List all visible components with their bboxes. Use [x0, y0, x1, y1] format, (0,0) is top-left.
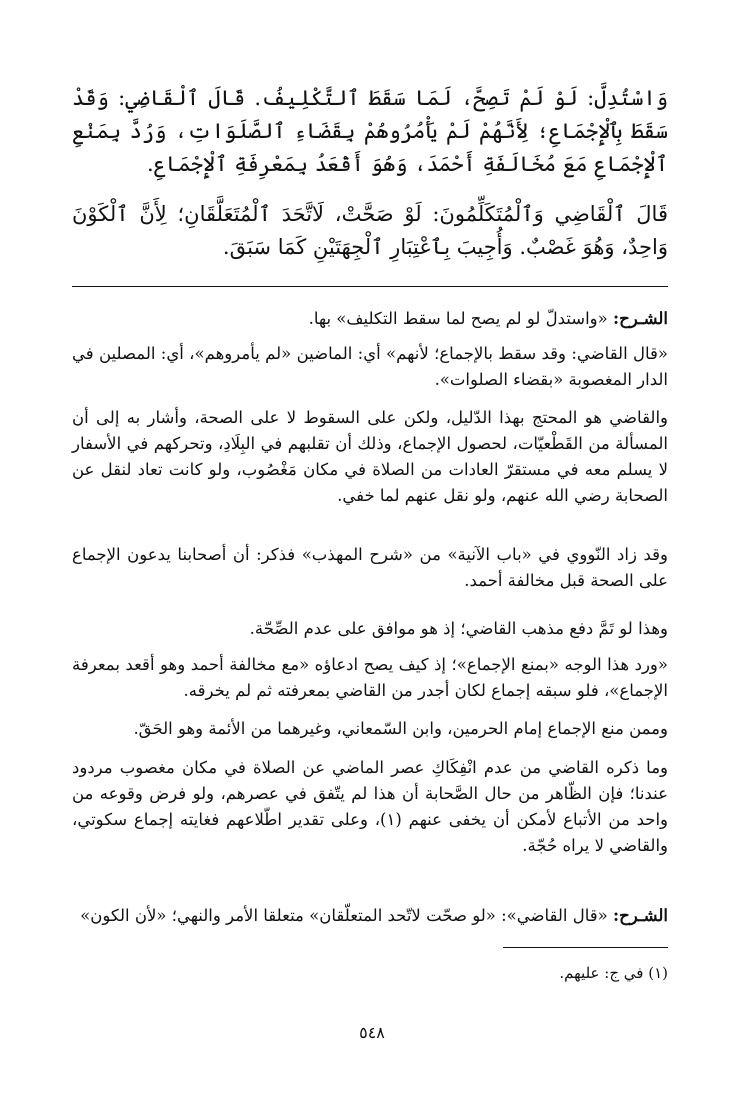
sharh-text-1: «واستدلّ لو لم يصح لما سقط التكليف» بها.	[308, 309, 608, 328]
matn-paragraph-1: وَاسْتُدِلَّ: لَوْ لَمْ تَصِحَّ، لَمَا سَقَطَ ٱلتَّكْلِيفُ. قَالَ ٱلْقَاضِي: وَقَدْ سَقَطَ بِٱلْإِجْمَاعِ؛ لِأَنَّهُمْ لَمْ يَأْمُرُوهُمْ بِقَضَاءِ ٱلصَّلَوَاتِ، وَرُدَّ بِمَنْعِ ٱلْإِجْمَاعِ مَعَ مُخَالَفَةِ أَحْمَدَ، وَهُوَ أَقْعَدُ بِمَعْرِفَةِ ٱلْإِجْمَاعِ.	[72, 86, 668, 176]
sharh-paragraph-7: وممن منع الإجماع إمام الحرمين، وابن السّمعاني، وغيرهما من الأئمة وهو الحَقّ.	[133, 719, 668, 738]
sharh-paragraph-4: وقد زاد النّووي في «باب الآنية» من «شرح المهذب» فذكر: أن أصحابنا يدعون الإجماع على الصحة قبل مخالفة أحمد.	[72, 545, 668, 590]
sharh-paragraph-3: والقاضي هو المحتج بهذا الدّليل، ولكن على السقوط لا على الصحة، وأشار به إلى أن المسألة من القَطْعيّات، لحصول الإجماع، وذلك أن تقلبهم في البِلَادِ، وتحركهم في الأسفار لا يسلم معه في مستقرّ العادات من الصلاة في مكان مَغْصُوب، ولو كانت تعاد لنقل عن الصحابة رضي الله عنهم، ولو نقل عنهم لما خفي.	[72, 408, 668, 505]
footnote-separator-rule	[503, 947, 668, 948]
matn-separator-rule	[72, 286, 668, 287]
sharh-label-2: الشـرح:	[612, 906, 668, 925]
sharh-paragraph-1	[72, 306, 668, 332]
sharh-paragraph-8: وما ذكره القاضي من عدم انْفِكَاكِ عصر الماضي عن الصلاة في مكان مغصوب مردود عندنا؛ فإن الظّاهر من حال الصَّحابة أن هذا لم يتّفق في عصرهم، ولو فرض وقوعه من واحد من الأتباع لأمكن أن يخفى عنهم (١)، وعلى تقدير اطّلاعهم فغايته إجماع سكوتي، والقاضي لا يراه حُجّة.	[72, 758, 668, 855]
sharh-paragraph-2: «قال القاضي: وقد سقط بالإجماع؛ لأنهم» أي: الماضين «لم يأمروهم»، أي: المصلين في الدار المغصوبة «بقضاء الصلوات».	[72, 344, 668, 389]
sharh-text-9: «قال القاضي»: «لو صحّت لاتّحد المتعلّقان» متعلقا الأمر والنهي؛ «لأن الكون»	[80, 906, 608, 925]
sharh-paragraph-6: «ورد هذا الوجه «بمنع الإجماع»؛ إذ كيف يصح ادعاؤه «مع مخالفة أحمد وهو أقعد بمعرفة الإجماع»، فلو سبقه إجماع لكان أجدر من القاضي بمعرفته ثم لم يخرقه.	[72, 655, 668, 700]
sharh-label: الشـرح:	[612, 309, 668, 328]
matn-paragraph-2: قَالَ ٱلْقَاضِي وَٱلْمُتَكَلِّمُونَ: لَوْ صَحَّتْ، لَاتَّحَدَ ٱلْمُتَعَلَّقَانِ؛ لِأَنَّ ٱلْكَوْنَ وَاحِدٌ، وَهُوَ غَصْبٌ. وَأُجِيبَ بِٱعْتِبَارِ ٱلْجِهَتَيْنِ كَمَا سَبَقَ.	[72, 202, 668, 259]
sharh-paragraph-9	[72, 903, 668, 929]
sharh-paragraph-5: وهذا لو تَمَّ دفع مذهب القاضي؛ إذ هو موافق على عدم الصِّحّة.	[249, 619, 668, 638]
page-number: ٥٤٨	[359, 1023, 385, 1042]
footnote: (١) في ج: عليهم.	[559, 964, 668, 982]
